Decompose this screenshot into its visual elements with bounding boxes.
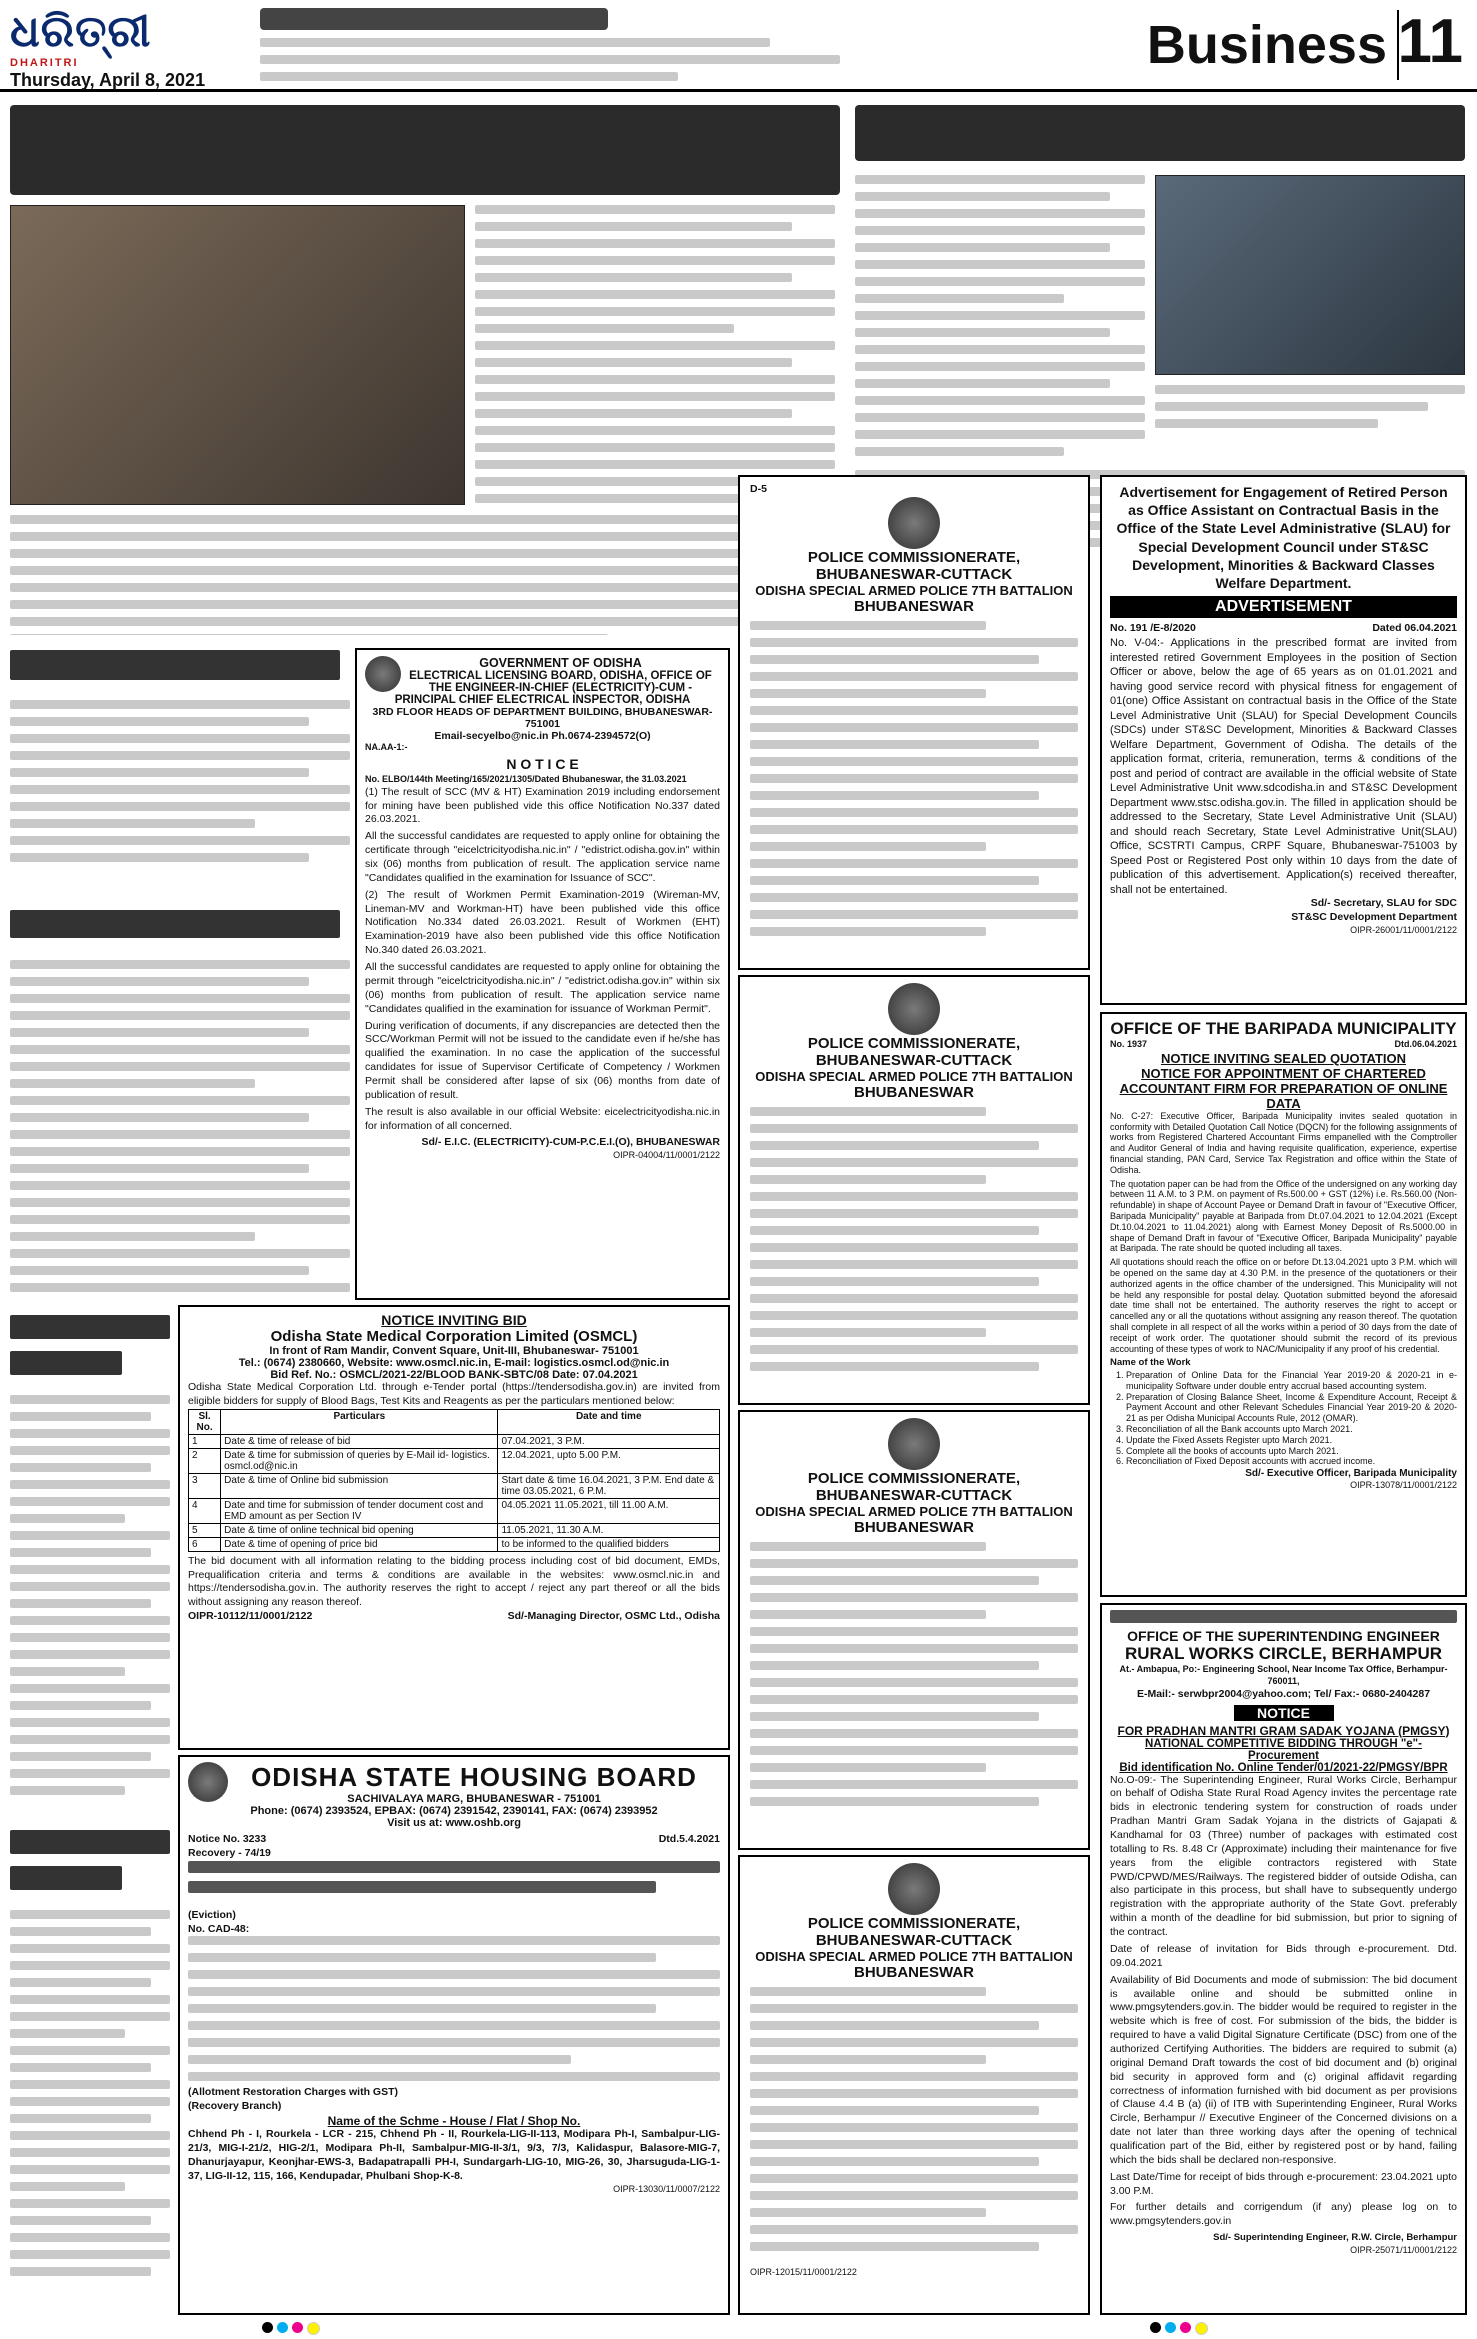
baripada-no: No. 1937 <box>1110 1039 1148 1049</box>
police-title-2: BHUBANESWAR-CUTTACK <box>815 1932 1013 1949</box>
police-title-2: BHUBANESWAR-CUTTACK <box>815 1487 1013 1504</box>
pli-story <box>10 700 350 900</box>
rwc-further: For further details and corrigendum (if any) please log on to www.pmgsytenders.gov.in <box>1110 2201 1457 2228</box>
police-emblem-icon <box>888 1863 940 1915</box>
osmcl-tel: Tel.: (0674) 2380660, Website: www.osmcl.nic.in, E-mail: logistics.osmcl.od@nic.in <box>238 1357 670 1369</box>
police-odia-body <box>750 1987 1078 2267</box>
sensex-story <box>10 1395 170 1815</box>
elb-p5: During verification of documents, if any discrepancies are detected then the SCC/Workman Permit will not be issued to the candidate even if he/she has qualified the examination. In no case the application of the successful candidates for issue of Supervisor Certificate of Competency / Workmen Permit shall be considered after lapse of six (06) months from date of publication of result. <box>365 1019 720 1101</box>
elb-aa: NA.AA-1:- <box>365 742 408 752</box>
police-notice-4 <box>738 1855 1090 2315</box>
rwc-bid-id: Bid identification No. Online Tender/01/2021-22/PMGSY/BPR <box>1119 1761 1448 1774</box>
oshb-cad: No. CAD-48: <box>188 1922 250 1935</box>
rwc-notice <box>1100 1603 1467 2315</box>
oshb-schemes: Chhend Ph - I, Rourkela - LCR - 215, Chhend Ph - II, Rourkela-LIG-II-113, Modipara Ph-I, Sambalpur-LIG-21/3, MIG-I-21/2, HIG-2/1, Modipara Ph-II, Sambalpur-MIG-II-3/1, 9/3, 7/3, Kalidaspur, Balasore-MIG-7, Dhanurjayapur, Keonjhar-EWS-3, Badapatrapalli PH-I, Sundargarh-LIG-10, MIG-26, 30, Jharsuguda-LIG-1-37, LIG-II-12, 115, 166, Kendupadar, Phulbani Shop-K-8. <box>188 2128 720 2182</box>
list-item: 5. Complete all the books of accounts upto March 2021. <box>1126 1446 1457 1457</box>
police-notice-1 <box>738 475 1090 970</box>
baripada-oipr: OIPR-13078/11/0001/2122 <box>1350 1480 1457 1491</box>
elb-address: 3RD FLOOR HEADS OF DEPARTMENT BUILDING, BHUBANESWAR-751001 <box>372 706 713 730</box>
elb-org: GOVERNMENT OF ODISHA <box>479 656 642 670</box>
water-plant-caption <box>1155 385 1465 465</box>
police-notice-3 <box>738 1410 1090 1850</box>
registration-mark <box>277 2322 288 2333</box>
police-notice-2 <box>738 975 1090 1405</box>
elb-title: N O T I C E <box>506 755 579 772</box>
baripada-p3: All quotations should reach the office on or before Dt.13.04.2021 upto 3 P.M. which will be opened on the same day at 4.30 P.M. in the presence of the quotationers or their authorized agents in the office chamber of the undersigned. This Municipality will not be held any responsible for postal delay. Quotation submitted beyond the aforesaid date time shall not be entertained. The authority reserves the right to accept or cancelled any or all the quotations without assigning any reason thereof. The quotation shall complete in all respect of all the works within a period of 30 days from the date of receipt of work order. The quotationer should submit the record of its previous accounting of these types of work to NAC/Municipality if any proof of his credential. <box>1110 1257 1457 1354</box>
police-title-2: BHUBANESWAR-CUTTACK <box>815 1052 1013 1069</box>
oshb-name: ODISHA STATE HOUSING BOARD <box>251 1762 697 1792</box>
registration-mark <box>1165 2322 1176 2333</box>
registration-mark <box>1150 2322 1161 2333</box>
osmcl-intro: Odisha State Medical Corporation Ltd. through e-Tender portal (https://tendersodisha.gov.in) are invited from eligible bidders for supply of Blood Bags, Test Kits and Reagents as per the particulars mentioned below: <box>188 1381 720 1407</box>
water-plant-headline <box>855 105 1465 161</box>
rwc-title-2: RURAL WORKS CIRCLE, BERHAMPUR <box>1124 1644 1442 1663</box>
registration-mark <box>292 2322 303 2333</box>
slau-no: No. 191 /E-8/2020 <box>1110 622 1196 635</box>
rwc-ncb: NATIONAL COMPETITIVE BIDDING THROUGH "e"-Procurement <box>1145 1737 1422 1762</box>
elb-p6: The result is also available in our official Website: eicelectricityodisha.nic.in for information of all concerned. <box>365 1105 720 1132</box>
table-row: 1 Date & time of release of bid 07.04.2021, 3 P.M. <box>189 1434 720 1448</box>
slau-dated: Dated 06.04.2021 <box>1372 622 1457 635</box>
police-oipr: OIPR-12015/11/0001/2122 <box>750 2267 857 2277</box>
odisha-emblem-icon <box>365 656 401 692</box>
slau-bar: ADVERTISEMENT <box>1110 596 1457 618</box>
elb-notice <box>355 648 730 1300</box>
elb-dept: ELECTRICAL LICENSING BOARD, ODISHA, OFFICE OF THE ENGINEER-IN-CHIEF (ELECTRICITY)-CUM -PRINCIPAL CHIEF ELECTRICAL INSPECTOR, ODISHA <box>394 670 712 706</box>
masthead <box>0 0 1477 92</box>
registration-mark <box>262 2322 273 2333</box>
osmcl-sign: Sd/-Managing Director, OSMC Ltd., Odisha <box>507 1610 720 1623</box>
elb-ref: No. ELBO/144th Meeting/165/2021/1305/Dated Bhubaneswar, the 31.03.2021 <box>365 773 687 784</box>
rwc-pm: FOR PRADHAN MANTRI GRAM SADAK YOJANA (PMGSY) <box>1117 1723 1450 1738</box>
oshb-recovery: Recovery - 74/19 <box>188 1846 271 1859</box>
slau-notice <box>1100 475 1467 1005</box>
oshb-eviction: (Eviction) <box>188 1908 236 1921</box>
elb-p4: All the successful candidates are requested to apply online for obtaining the permit through "eicelctricityodisha.nic.in" / "edistrict.odisha.gov.in" within six (06) months from publication of result. The application service name "Candidates qualified in the examination for issuance of Workman Permit". <box>365 961 720 1015</box>
rupee-story <box>10 1910 170 2310</box>
police-emblem-icon <box>888 983 940 1035</box>
bank-headline <box>10 910 340 950</box>
lead-headline <box>10 105 840 195</box>
osmcl-notice <box>178 1305 730 1750</box>
rwc-addr: At.- Ambapua, Po:- Engineering School, Near Income Tax Office, Berhampur-760011, <box>1119 1664 1448 1686</box>
rwc-title-1: OFFICE OF THE SUPERINTENDING ENGINEER <box>1127 1628 1440 1644</box>
lead-story-body-2 <box>10 515 840 635</box>
rwc-oipr: OIPR-25071/11/0001/2122 <box>1350 2244 1457 2255</box>
police-emblem-icon <box>888 1418 940 1470</box>
police-title-4: BHUBANESWAR <box>854 1519 974 1536</box>
water-plant-photo <box>1155 175 1465 375</box>
baripada-p2: The quotation paper can be had from the Office of the undersigned on any working day between 11 A.M. to 3 P.M. on payment of Rs.500.00 + GST (12%) i.e. Rs.560.00 (Non-refundable) in shape of Account Payee or Demand Draft in favour of "Executive Officer, Baripada Municipality" payable at Baripada from Dt.07.04.2021 to 12.04.2021 (Except Dt.10.04.2021 to 11.04.2021) along with Earnest Money Deposit of Rs.5000.00 in shape of Demand Draft in favour of "Executive Officer, Baripada Municipality" payable at Baripada. The rate should be quoted including all taxes. <box>1110 1178 1457 1254</box>
rwc-avail: Availability of Bid Documents and mode of submission: The bid document is available online and should be submitted online in www.pmgsytenders.gov.in. The bidder would be required to register in the website which is free of cost. For submission of the bids, the bidder is required to have a valid Digital Signature Certificate (DSC) from one of the authorized Certifying Authorities. The bidders are required to submit (a) original Demand Draft towards the cost of bid document and (b) original bid security in approved form and (c) original affidavit regarding correctness of information furnished with bid document as per provisions of Clause 4.4 B (a) (ii) of ITB with Superintending Engineer, Rural Works Circle, Berhampur // Executive Engineer of the Concerned divisions on a date not later than three working days after the opening of technical qualification part of the Bid, either by registered post or by hand, failing which the bids shall be declared non-responsive. <box>1110 1973 1457 2166</box>
police-title-4: BHUBANESWAR <box>854 1964 974 1981</box>
list-item: 2. Preparation of Closing Balance Sheet, Income & Expenditure Account, Receipt & Payment Account and other Relevant Schedules Financial Year 2019-20 & 2020-21 as per Odisha Municipal Accounts Rule, 2012 (OMAR). <box>1126 1392 1457 1424</box>
police-title-3: ODISHA SPECIAL ARMED POLICE 7TH BATTALION <box>755 1949 1073 1964</box>
oshb-oipr: OIPR-13030/11/0007/2122 <box>613 2183 720 2194</box>
rwc-body: No.O-09:- The Superintending Engineer, Rural Works Circle, Berhampur on behalf of Odisha State Rural Road Agency invites the percentage rate bids in electronic tendering system for construction of roads under Pradhan Mantri Gram Sadak Yojana in the districts of Gajapati & Kandhamal for 03 (Three) number of packages with estimated cost totalling to Rs. 8.48 Cr (Approximate) including their maintenance for five years from the eligible contractors registered with State PWD/CPWD/MES/Railways. The registered bidder of outside Odisha, can also participate in this process, but shall have to subsequently undergo registration with the appropriate authority of the State Govt. preferably within a month of the deadline for bid submission, but prior to signing of the contract. <box>1110 1773 1457 1939</box>
list-item: 1. Preparation of Online Data for the Financial Year 2019-20 & 2020-21 in e-municipality Software under double entry accrual based accounting system. <box>1126 1370 1457 1392</box>
logo-sub: DHARITRI <box>10 57 79 69</box>
elb-p1: (1) The result of SCC (MV & HT) Examination 2019 including endorsement for mining have been published vide this office Notification No.337 dated 26.03.2021. <box>365 785 720 826</box>
rwc-email: E-Mail:- serwbpr2004@yahoo.com; Tel/ Fax:- 0680-2404287 <box>1136 1687 1431 1700</box>
baripada-h1: NOTICE INVITING SEALED QUOTATION <box>1160 1050 1407 1066</box>
police-title-1: POLICE COMMISSIONERATE, <box>807 548 1021 566</box>
sensex-headline <box>10 1315 170 1385</box>
rwc-last: Last Date/Time for receipt of bids through e-procurement: 23.04.2021 upto 3.00 P.M. <box>1110 2170 1457 2197</box>
oshb-visit: Visit us at: www.oshb.org <box>387 1817 521 1829</box>
pli-headline <box>10 650 340 690</box>
list-item: 6. Reconciliation of Fixed Deposit accounts with accrued income. <box>1126 1456 1457 1467</box>
registration-mark <box>1195 2322 1208 2335</box>
issue-date: Thursday, April 8, 2021 <box>10 70 206 90</box>
baripada-dtd: Dtd.06.04.2021 <box>1394 1039 1457 1049</box>
table-row: 4 Date and time for submission of tender document cost and EMD amount as per Section IV 04.05.2021 11.05.2021, till 11.00 A.M. <box>189 1498 720 1523</box>
baripada-h2: NOTICE FOR APPOINTMENT OF CHARTERED ACCOUNTANT FIRM FOR PREPARATION OF ONLINE DATA <box>1119 1065 1448 1111</box>
osmcl-table <box>188 1409 720 1552</box>
police-title-4: BHUBANESWAR <box>854 597 974 615</box>
table-row: 5 Date & time of online technical bid opening 11.05.2021, 11.30 A.M. <box>189 1523 720 1537</box>
police-title-2: BHUBANESWAR-CUTTACK <box>815 565 1013 583</box>
baripada-sign: Sd/- Executive Officer, Baripada Municipality <box>1245 1468 1457 1480</box>
oshb-branch: (Recovery Branch) <box>188 2100 282 2113</box>
list-item: 4. Update the Fixed Assets Register upto March 2021. <box>1126 1435 1457 1446</box>
elb-p3: (2) The result of Workmen Permit Examination-2019 (Wireman-MV, Lineman-MV and Workman-HT) have been published vide this office Notification No.334 dated 26.03.2021. Result of Workmen (EHT) Examination-2019 have also been published vide this office Notification No.340 dated 26.03.2021. <box>365 888 720 957</box>
police-title-1: POLICE COMMISSIONERATE, <box>807 1035 1021 1052</box>
baripada-works-h: Name of the Work <box>1110 1357 1191 1369</box>
page-number: 11 <box>1397 7 1463 76</box>
water-plant-body <box>855 175 1145 460</box>
rwc-release: Date of release of invitation for Bids through e-procurement. Dtd. 09.04.2021 <box>1110 1942 1457 1969</box>
registration-mark <box>307 2322 320 2335</box>
oshb-logo-icon <box>188 1762 228 1802</box>
section-title: Business <box>1146 15 1387 75</box>
baripada-works <box>1110 1370 1457 1467</box>
table-row: 3 Date & time of Online bid submission Start date & time 16.04.2021, 3 P.M. End date & time 03.05.2021, 6 P.M. <box>189 1473 720 1498</box>
masthead-teaser <box>260 8 840 83</box>
list-item: 3. Reconciliation of all the Bank accounts upto March 2021. <box>1126 1424 1457 1435</box>
slau-sign-1: Sd/- Secretary, SLAU for SDC <box>1310 897 1457 910</box>
osmcl-bidref: Bid Ref. No.: OSMCL/2021-22/BLOOD BANK-SBTC/08 Date: 07.04.2021 <box>270 1369 638 1381</box>
registration-mark <box>1180 2322 1191 2333</box>
oshb-odia-heading <box>188 1861 720 1909</box>
lead-story-body <box>475 205 835 505</box>
osmcl-header: NOTICE INVITING BID <box>381 1312 527 1328</box>
oshb-notice <box>178 1755 730 2315</box>
police-odia-body <box>750 1107 1078 1377</box>
osmcl-org: Odisha State Medical Corporation Limited (OSMCL) <box>270 1328 638 1345</box>
rwc-odia-title <box>1110 1610 1457 1628</box>
elb-sign: Sd/- E.I.C. (ELECTRICITY)-CUM-P.C.E.I.(O), BHUBANESWAR <box>421 1136 720 1149</box>
osmcl-footer: The bid document with all information relating to the bidding process including cost of bid document, EMDs, Prequalification criteria and terms & conditions are available in the websites: www.osmcl.nic.in and https://tendersodisha.gov.in. The authority reserves the right to accept / reject any part thereof or all the bids without assigning any reason thereof. <box>188 1554 720 1609</box>
osmcl-addr: In front of Ram Mandir, Convent Square, Unit-III, Bhubaneswar- 751001 <box>269 1345 639 1357</box>
oshb-charges: (Allotment Restoration Charges with GST) <box>188 2086 399 2099</box>
oshb-phone: Phone: (0674) 2393524, EPBAX: (0674) 2391542, 2390141, FAX: (0674) 2393952 <box>250 1805 658 1817</box>
police-odia-body <box>750 621 1078 951</box>
rwc-notice-bar: NOTICE <box>1234 1705 1334 1721</box>
oshb-dtd: Dtd.5.4.2021 <box>658 1833 720 1845</box>
police-title-1: POLICE COMMISSIONERATE, <box>807 1915 1021 1932</box>
table-row: 6 Date & time of opening of price bid to be informed to the qualified bidders <box>189 1537 720 1551</box>
osmcl-oipr: OIPR-10112/11/0001/2122 <box>188 1610 313 1623</box>
police-title-3: ODISHA SPECIAL ARMED POLICE 7TH BATTALION <box>755 1504 1073 1519</box>
police-tag: D-5 <box>750 483 767 495</box>
osmcl-h-sl: Sl. No. <box>189 1409 221 1434</box>
slau-title: Advertisement for Engagement of Retired Person as Office Assistant on Contractual Basis in the Office of the State Level Administrative (SLAU) for Special Development Council under ST&SC Development, Minorities & Backward Classes Welfare Department. <box>1116 484 1451 591</box>
lead-photo <box>10 205 465 505</box>
oshb-scheme-title: Name of the Schme - House / Flat / Shop No. <box>327 2114 581 2129</box>
elb-oipr: OIPR-04004/11/0001/2122 <box>613 1150 720 1161</box>
baripada-title: OFFICE OF THE BARIPADA MUNICIPALITY <box>1110 1019 1457 1038</box>
rupee-headline <box>10 1830 170 1900</box>
police-title-1: POLICE COMMISSIONERATE, <box>807 1470 1021 1487</box>
osmcl-h-part: Particulars <box>221 1409 498 1434</box>
elb-p2: All the successful candidates are requested to apply online for obtaining the certificate through "eicelctricityodisha.nic.in" / "edistrict.odisha.gov.in" within six (06) months from publication of result. The application service name "Candidates qualified in the examination for Issuance of SCC". <box>365 830 720 884</box>
police-emblem-icon <box>888 497 940 549</box>
baripada-p1: No. C-27: Executive Officer, Baripada Municipality invites sealed quotation in conformity with Detailed Quotation Call Notice (DQCN) for the following assignments of works from Registered Chartered Accountant Firms empanelled with the Comptroller and Auditor General of India and having requisite qualification, experience, expertise financial standing, PAN Card, Service Tax Registration and office within the State of Odisha. <box>1110 1110 1457 1175</box>
slau-oipr: OIPR-26001/11/0001/2122 <box>1350 924 1457 935</box>
police-title-4: BHUBANESWAR <box>854 1084 974 1101</box>
rwc-sign: Sd/- Superintending Engineer, R.W. Circle, Berhampur <box>1213 2232 1457 2244</box>
elb-email: Email-secyelbo@nic.in Ph.0674-2394572(O) <box>434 730 651 742</box>
police-title-3: ODISHA SPECIAL ARMED POLICE 7TH BATTALION <box>755 582 1073 598</box>
oshb-odia-body <box>188 1936 720 2086</box>
table-row: 2 Date & time for submission of queries by E-Mail id- logistics. osmcl.od@nic.in 12.04.2021, upto 5.00 P.M. <box>189 1448 720 1473</box>
logo-mark: ଧରିତ୍ରୀ <box>10 6 152 57</box>
police-odia-body <box>750 1542 1078 1822</box>
police-title-3: ODISHA SPECIAL ARMED POLICE 7TH BATTALION <box>755 1069 1073 1084</box>
osmcl-h-dt: Date and time <box>498 1409 720 1434</box>
baripada-notice <box>1100 1012 1467 1597</box>
oshb-addr: SACHIVALAYA MARG, BHUBANESWAR - 751001 <box>347 1793 601 1805</box>
slau-sign-2: ST&SC Development Department <box>1291 911 1457 924</box>
bank-story <box>10 960 350 1300</box>
oshb-notice-no: Notice No. 3233 <box>188 1833 267 1845</box>
slau-body: No. V-04:- Applications in the prescribed format are invited from interested retired Government Employees in the position of Section Officer or above, below the age of 65 years as on 01.01.2021 and having good service record with physical fitness for engagement of 01(one) Office Assistant on contractual basis in the Office of the State Level Administrative Unit (SLAU) for Special Development Councils (SDCs) under ST&SC Development, Minorities & Backward Classes Welfare Department, Government of Odisha. The details of the application format, criteria, remuneration, terms & conditions of the post and period of contract are available in the official website of State Level Administrative Unit www.sdcodisha.in and ST&SC Development Department www.stsc.odisha.gov.in. The filled in application should be addressed to the Secretary, State Level Administrative Unit (SLAU) and should reach Secretary, State Level Administrative Unit(SLAU) Office, SCSTRTI Campus, CRPF Square, Bhubaneswar-751003 by Speed Post or Registered Post only within 10 days from the date of publication of this advertisement. Application(s) received thereafter, shall not be entertained. <box>1110 636 1457 896</box>
